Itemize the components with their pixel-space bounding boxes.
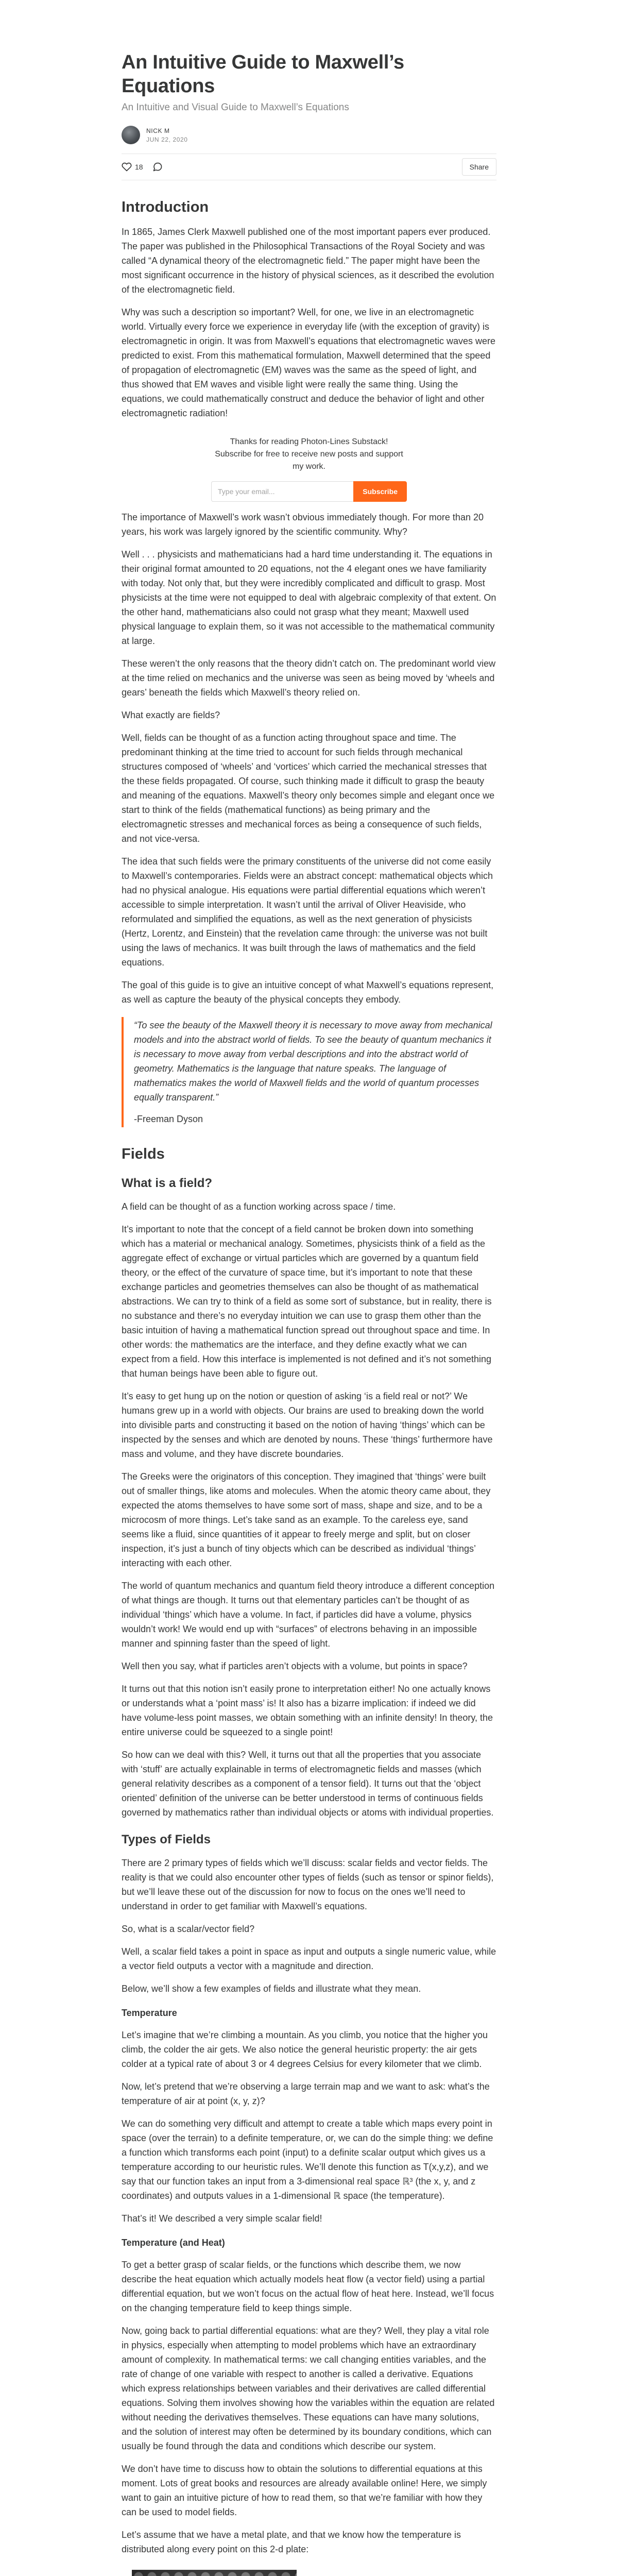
heart-icon [122, 162, 132, 172]
paragraph: A field can be thought of as a function working across space / time. [122, 1201, 396, 1212]
share-button[interactable]: Share [462, 158, 496, 176]
paragraph: In 1865, James Clerk Maxwell published one of the most important papers ever produced. The paper was published in the Philosophical Transactions of the Royal Society and was called “A dynamical theory of the electromagnetic field.” The paper might have been the most significant occurrence in the history of physical sciences, as it described the evolution of the electromagnetic field. [122, 227, 494, 295]
paragraph: It’s easy to get hung up on the notion or question of asking ‘is a field real or not?’ We humans grew up in a world with objects. Our brains are used to breaking down the world into divisible parts and constructing it based on the notion of having ‘things’ which can be inspected by the senses and which are denoted by nouns. These ‘things’ furthermore have mass and volume, and they have discrete boundaries. [122, 1391, 493, 1459]
subscribe-button[interactable]: Subscribe [353, 481, 407, 502]
subscribe-widget [211, 436, 407, 502]
subheading-temperature: Temperature [122, 2008, 177, 2018]
like-button[interactable] [122, 162, 143, 172]
section-heading-fields: Fields [122, 1146, 165, 1162]
paragraph: The importance of Maxwell’s work wasn’t obvious immediately though. For more than 20 years, his work was largely ignored by the scientific community. Why? [122, 512, 484, 537]
pull-quote [122, 1017, 496, 1127]
paragraph: These weren’t the only reasons that the theory didn’t catch on. The predominant world view at the time relied on mechanics and the universe was seen as being moved by ‘wheels and gears’ beneath the fields which Maxwell’s theory relied on. [122, 658, 496, 698]
subheading-what-is-a-field: What is a field? [122, 1176, 213, 1190]
paragraph: So how can we deal with this? Well, it turns out that all the properties that you associate with ‘stuff’ are actually explainable in terms of electromagnetic fields and masses (which general relativity describes as a component of a tensor field). It turns out that the ‘object oriented’ definition of the universe can be better understood in terms of continuous fields governed by mathematics rather than individual objects or atoms with individual properties. [122, 1750, 494, 1818]
paragraph: The idea that such fields were the primary constituents of the universe did not come easily to Maxwell’s contemporaries. Fields were an abstract concept: mathematical objects which had no physical analogue. His equations were partial differential equations which weren’t accessible to simple interpretation. It wasn’t until the arrival of Oliver Heaviside, who reformulated and simplified the equations, as well as the next generation of physicists (Hertz, Lorentz, and Einstein) that the revelation came through: the universe was not built using the laws of mechanics. It was built through the laws of mathematics and the field equations. [122, 856, 493, 968]
post-actions [122, 162, 163, 172]
post-action-bar [122, 154, 496, 180]
quote-text: “To see the beauty of the Maxwell theory it is necessary to move away from mechanical models and into the abstract world of fields. To see the beauty of quantum mechanics it is necessary to move away from verbal descriptions and into the abstract world of geometry. Mathematics is the language that nature speaks. The language of mathematics makes the world of Maxwell fields and the world of quantum processes equally transparent.” [134, 1020, 492, 1103]
paragraph: So, what is a scalar/vector field? [122, 1924, 255, 1934]
paragraph: Let’s imagine that we’re climbing a mountain. As you climb, you notice that the higher you climb, the colder the air gets. We also notice the general heuristic property: the air gets colder at a typical rate of about 3 or 4 degrees Celsius for every kilometer that we climb. [122, 2030, 488, 2069]
post-date: JUN 22, 2020 [146, 135, 188, 143]
paragraph: It turns out that this notion isn’t easily prone to interpretation either! No one actually knows or understands what a ‘point mass’ is! It also has a bizarre implication: if indeed we did have volume-less point masses, we obtain something with an infinite density! In theory, the entire universe could be squeezed to a single point! [122, 1684, 493, 1737]
paragraph: Below, we’ll show a few examples of fields and illustrate what they mean. [122, 1984, 421, 1994]
subheading-types-of-fields: Types of Fields [122, 1833, 211, 1846]
paragraph: The world of quantum mechanics and quantum field theory introduce a different conception of what things are though. It turns out that elementary particles can’t be thought of as individual ‘things’ which have a volume. In fact, if particles did have a volume, physics wouldn’t work! We would end up with “surfaces” of electrons behaving in an impossible manner and spinning faster than the speed of light. [122, 1581, 495, 1649]
paragraph: Well, a scalar field takes a point in space as input and outputs a single numeric value, while a vector field outputs a vector with a magnitude and direction. [122, 1946, 496, 1971]
paragraph: There are 2 primary types of fields which we’ll discuss: scalar fields and vector fields. The reality is that we could also encounter other types of fields (such as tensor or spinor fields), but we’ll leave these out of the discussion for now to focus on the ones we’ll need to understand in order to get familiar with Maxwell’s equations. [122, 1858, 494, 1911]
paragraph: That’s it! We described a very simple scalar field! [122, 2213, 322, 2224]
paragraph: To get a better grasp of scalar fields, or the functions which describe them, we now describe the heat equation which actually models heat flow (a vector field) using a partial differential equation, but we won’t focus on the actual flow of heat here. Instead, we’ll focus on the changing temperature field to keep things simple. [122, 2260, 494, 2313]
byline [122, 126, 496, 144]
post-subtitle: An Intuitive and Visual Guide to Maxwell’s Equations [122, 102, 349, 113]
avatar[interactable] [122, 126, 140, 144]
paragraph: We don’t have time to discuss how to obtain the solutions to differential equations at this moment. Lots of great books and resources are already available online! Here, we simply want to gain an intuitive picture of how to read them, so that we’re familiar with how they can be used to model fields. [122, 2464, 487, 2517]
paragraph: The goal of this guide is to give an intuitive concept of what Maxwell’s equations represent, as well as capture the beauty of the physical concepts they embody. [122, 980, 494, 1005]
paragraph: It’s important to note that the concept of a field cannot be broken down into something which has a material or mechanical analogy. Sometimes, physicists think of a field as the aggregate effect of exchange or virtual particles which are governed by a quantum field theory, or the effect of the curvature of space time, but it’s important to note that these exchange particles and geometries themselves can also be thought of as mathematical abstractions. We can try to think of a field as some sort of substance, but in reality, there is no substance and there’s no everyday intuition we can use to grasp them other than the basic intuition of having a mathematical function spread out throughout space and time. In other words: the mathematics are the interface, and they define exactly what we can expect from a field. How this interface is implemented is not defined and it’s not something that human beings have been able to figure out. [122, 1224, 492, 1379]
paragraph: Well, fields can be thought of as a function acting throughout space and time. The predominant thinking at the time tried to account for such fields through mechanical structures composed of ‘wheels’ and ‘vortices’ which carried the mechanical stresses that the these fields propagated. Of course, such thinking made it difficult to grasp the beauty and meaning of the equations. Maxwell’s theory only becomes simple and elegant once we start to think of the fields (mathematical functions) as being primary and the electromagnetic stresses and mechanical forces as being a consequence of such fields, and not vice-versa. [122, 733, 495, 844]
paragraph: We can do something very difficult and attempt to create a table which maps every point in space (over the terrain) to a definite temperature, or, we can do the simple thing: we define a function which transforms each point (input) to a definite scalar output which gives us a temperature according to our heuristic rules. We’ll denote this function as T(x,y,z), and we say that our function takes an input from a 3-dimensional real space ℝ³ (the x, y, and z coordinates) and outputs values in a 1-dimensional ℝ space (the temperature). [122, 2119, 493, 2201]
paragraph: Now, going back to partial differential equations: what are they? Well, they play a vital role in physics, especially when attempting to model problems which have an extraordinary amount of complexity. In mathematical terms: we call changing entities variables, and the rate of change of one variable with respect to another is called a derivative. Equations which express relationships between variables and their derivatives are called differential equations. Solving them involves showing how the variables within the equation are related without needing the derivatives themselves. These equations can have many solutions, and the solution of interest may often be determined by its boundary conditions, which can usually be found through the data and conditions which describe our system. [122, 2326, 495, 2451]
like-count: 18 [135, 163, 143, 171]
paragraph: Now, let’s pretend that we’re observing a large terrain map and we want to ask: what’s the temperature of air at point (x, y, z)? [122, 2081, 490, 2106]
paragraph: Let’s assume that we have a metal plate, and that we know how the temperature is distributed along every point on this 2-d plate: [122, 2530, 461, 2554]
post [122, 0, 496, 2576]
metal-plate-shading [132, 2570, 297, 2576]
metal-plate-figure [122, 2570, 496, 2576]
email-input[interactable] [211, 481, 353, 502]
author-name[interactable]: NICK M [146, 127, 170, 134]
comment-icon[interactable] [152, 162, 163, 172]
byline-meta [146, 127, 188, 143]
section-heading-introduction: Introduction [122, 199, 209, 215]
quote-attribution: -Freeman Dyson [134, 1114, 203, 1124]
subscribe-text: Thanks for reading Photon-Lines Substack! Subscribe for free to receive new posts and support my work. [215, 437, 403, 471]
paragraph: Well . . . physicists and mathematicians had a hard time understanding it. The equations in their original format amounted to 20 equations, not the 4 elegant ones we have familiarity with today. Not only that, but they were incredibly complicated and difficult to grasp. Most physicists at the time were not equipped to deal with algebraic complexity of that extent. On the other hand, mathematicians also could not grasp what they meant; Maxwell used physical language to explain them, so it was not accessible to the mathematical community at large. [122, 549, 496, 646]
paragraph: Well then you say, what if particles aren’t objects with a volume, but points in space? [122, 1661, 468, 1671]
paragraph: The Greeks were the originators of this conception. They imagined that ‘things’ were built out of smaller things, like atoms and molecules. When the atomic theory came about, they expected the atoms themselves to have some sort of mass, shape and size, and to be a microcosm of more things. Let’s take sand as an example. To the careless eye, sand seems like a fluid, since quantities of it appear to freely merge and split, but on closer inspection, it’s just a bunch of tiny objects which can be described as individual ‘things’ interacting with each other. [122, 1471, 491, 1568]
subscribe-form [211, 481, 407, 502]
paragraph: Why was such a description so important? Well, for one, we live in an electromagnetic world. Virtually every force we experience in everyday life (with the exception of gravity) is electromagnetic in origin. It was from Maxwell’s equations that electromagnetic waves were predicted to exist. From this mathematical formulation, Maxwell determined that the speed of propagation of electromagnetic (EM) waves was the same as the speed of light, and thus showed that EM waves and visible light were really the same thing. Using the equations, we could mathematically construct and deduce the behavior of light and other electromagnetic radiation! [122, 307, 495, 418]
post-title: An Intuitive Guide to Maxwell’s Equations [122, 52, 404, 97]
paragraph: What exactly are fields? [122, 710, 220, 720]
subheading-temperature-and-heat: Temperature (and Heat) [122, 2238, 225, 2248]
